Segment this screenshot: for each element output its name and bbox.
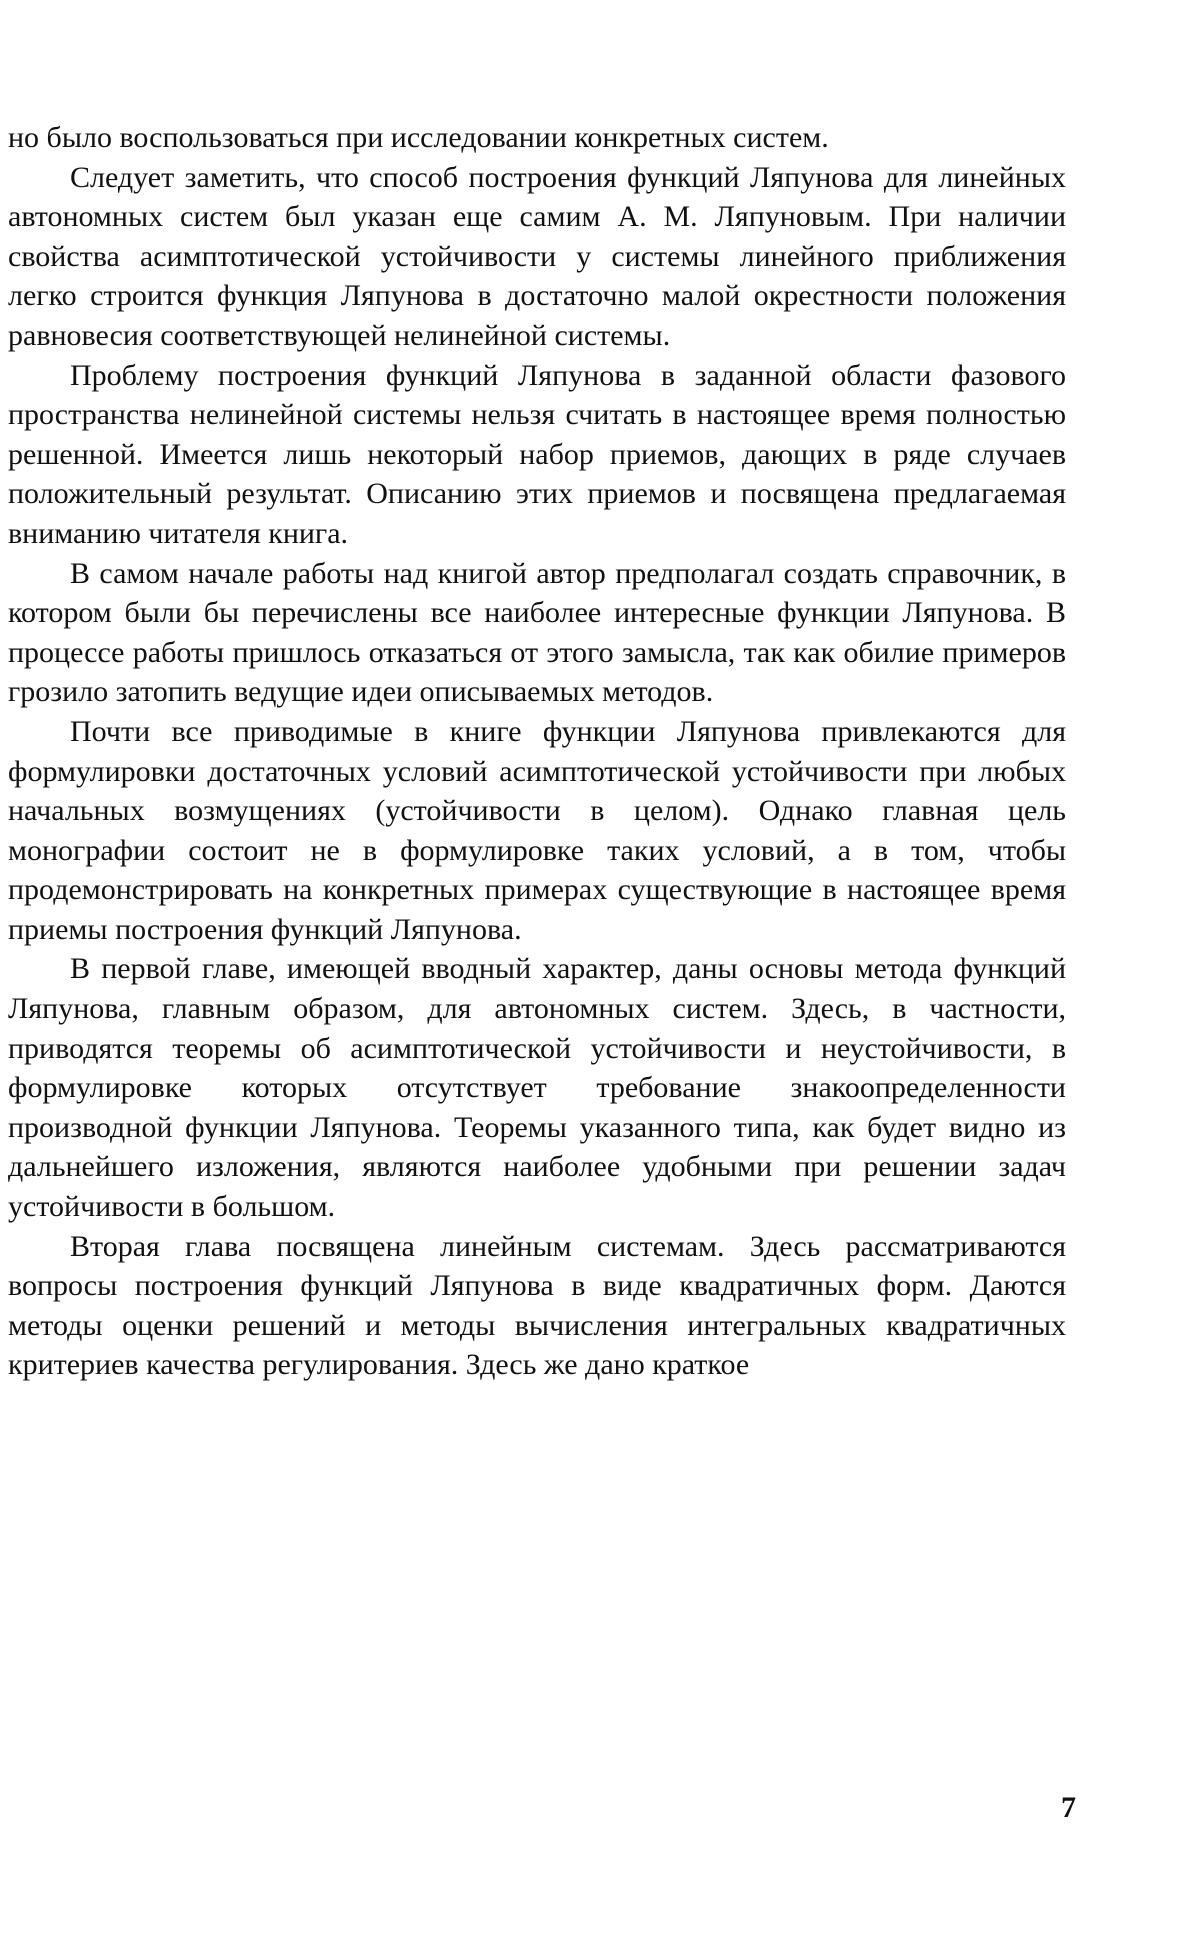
paragraph: Почти все приводимые в книге функции Ляпунова привлекаются для формулировки достаточных условий асимптотической устойчивости при любых начальных возмущениях (устойчивости в целом). Однако главная цель монографии состоит не в формулировке таких условий, а в том, чтобы продемонстрировать на конкретных примерах существующие в настоящее время приемы построения функций Ляпунова. — [8, 714, 1066, 946]
paragraph: Следует заметить, что способ построения функций Ляпунова для линейных автономных систем был указан еще самим А. М. Ляпуновым. При наличии свойства асимптотической устойчивости у системы линейного приближения легко строится функция Ляпунова в достаточно малой окрестности положения равновесия соответствующей нелинейной системы. — [8, 160, 1066, 352]
paragraph: В первой главе, имеющей вводный характер, даны основы метода функций Ляпунова, главным образом, для автономных систем. Здесь, в частности, приводятся теоремы об асимптотической устойчивости и неустойчивости, в формулировке которых отсутствует требование знакоопределенности производной функции Ляпунова. Теоремы указанного типа, как будет видно из дальнейшего изложения, являются наиболее удобными при решении задач устойчивости в большом. — [8, 952, 1066, 1224]
paragraph: В самом начале работы над книгой автор предполагал создать справочник, в котором были бы перечислены все наиболее интересные функции Ляпунова. В процессе работы пришлось отказаться от этого замысла, так как обилие примеров грозило затопить ведущие идеи описываемых методов. — [8, 556, 1066, 709]
page-number: 7 — [1061, 1791, 1076, 1824]
paragraph-continuation: но было воспользоваться при исследовании конкретных систем. — [8, 121, 829, 154]
paragraph: Проблему построения функций Ляпунова в заданной области фазового пространства нелинейной системы нельзя считать в настоящее время полностью решенной. Имеется лишь некоторый набор приемов, дающих в ряде случаев положительный результат. Описанию этих приемов и посвящена предлагаемая вниманию читателя книга. — [8, 358, 1066, 550]
body-text — [8, 118, 1066, 1385]
paragraph: Вторая глава посвящена линейным системам. Здесь рассматриваются вопросы построения функций Ляпунова в виде квадратичных форм. Даются методы оценки решений и методы вычисления интегральных квадратичных критериев качества регулирования. Здесь же дано краткое — [8, 1229, 1066, 1382]
